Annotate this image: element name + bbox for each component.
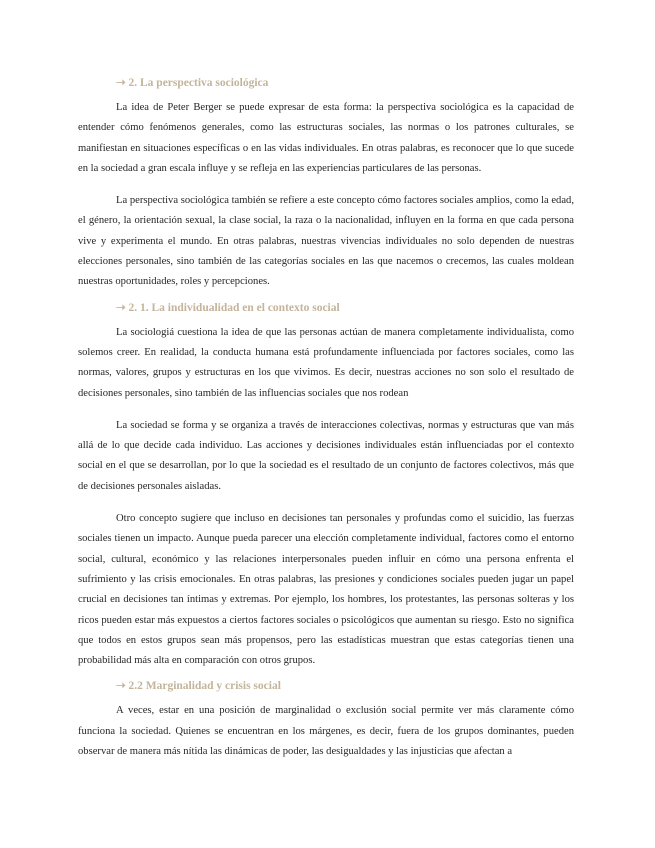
paragraph: A veces, estar en una posición de marginalidad o exclusión social permite ver más claramente cómo funciona la sociedad. Quienes se encuentran en los márgenes, es decir, fuera de los grupos dominantes, pueden observar de manera más nítida las dinámicas de poder, las desigualdades y las injusticias que afectan a [78, 705, 574, 758]
paragraph: La idea de Peter Berger se puede expresar de esta forma: la perspectiva sociológica es la capacidad de entender cómo fenómenos generales, como las estructuras sociales, las normas o los patrones culturales, se manifiestan en situaciones específicas o en las vidas individuales. En otras palabras, es reconocer que lo que sucede en la sociedad a gran escala influye y se refleja en las experiencias particulares de las personas. [78, 102, 574, 174]
document-body [78, 76, 574, 774]
section-heading: ➝ 2. La perspectiva sociológica [116, 77, 269, 89]
paragraph: La sociologiá cuestiona la idea de que las personas actúan de manera completamente individualista, como solemos creer. En realidad, la conducta humana está profundamente influenciada por factores sociales, como las normas, valores, grupos y estructuras en los que vivimos. Es decir, nuestras acciones no son solo el resultado de decisiones personales, sino también de las influencias sociales que nos rodean [78, 326, 574, 399]
paragraph: Otro concepto sugiere que incluso en decisiones tan personales y profundas como el suicidio, las fuerzas sociales tienen un impacto. Aunque pueda parecer una elección completamente individual, factores como el entorno social, cultural, económico y las relaciones interpersonales pueden influir en cómo una persona enfrenta el sufrimiento y las crisis emocionales. En otras palabras, las presiones y condiciones sociales pueden jugar un papel crucial en decisiones tan íntimas y extremas. Por ejemplo, los hombres, los protestantes, las personas solteras y los ricos pueden estar más expuestos a ciertos factores sociales o psicológicos que aumentan su riesgo. Esto no significa que todos en estos grupos sean más propensos, pero las estadísticas muestran que estas categorías tienen una probabilidad más alta en comparación con otros grupos. [78, 513, 574, 667]
section-heading: ➝ 2.2 Marginalidad y crisis social [116, 680, 281, 693]
paragraph: La sociedad se forma y se organiza a través de interacciones colectivas, normas y estructuras que van más allá de lo que decide cada individuo. Las acciones y decisiones individuales están influenciadas por el contexto social en el que se desarrollan, por lo que la sociedad es el resultado de un conjunto de factores colectivos, más que de decisiones personales aisladas. [78, 419, 574, 492]
section-heading: ➝ 2. 1. La individualidad en el contexto social [116, 301, 340, 314]
paragraph: La perspectiva sociológica también se refiere a este concepto cómo factores sociales amplios, como la edad, el género, la orientación sexual, la clase social, la raza o la nacionalidad, influyen en la forma en que cada persona vive y experimenta el mundo. En otras palabras, nuestras vivencias individuales no solo dependen de nuestras elecciones personales, sino también de las categorías sociales en las que nacemos o crecemos, las cuales moldean nuestras oportunidades, roles y percepciones. [78, 195, 574, 288]
